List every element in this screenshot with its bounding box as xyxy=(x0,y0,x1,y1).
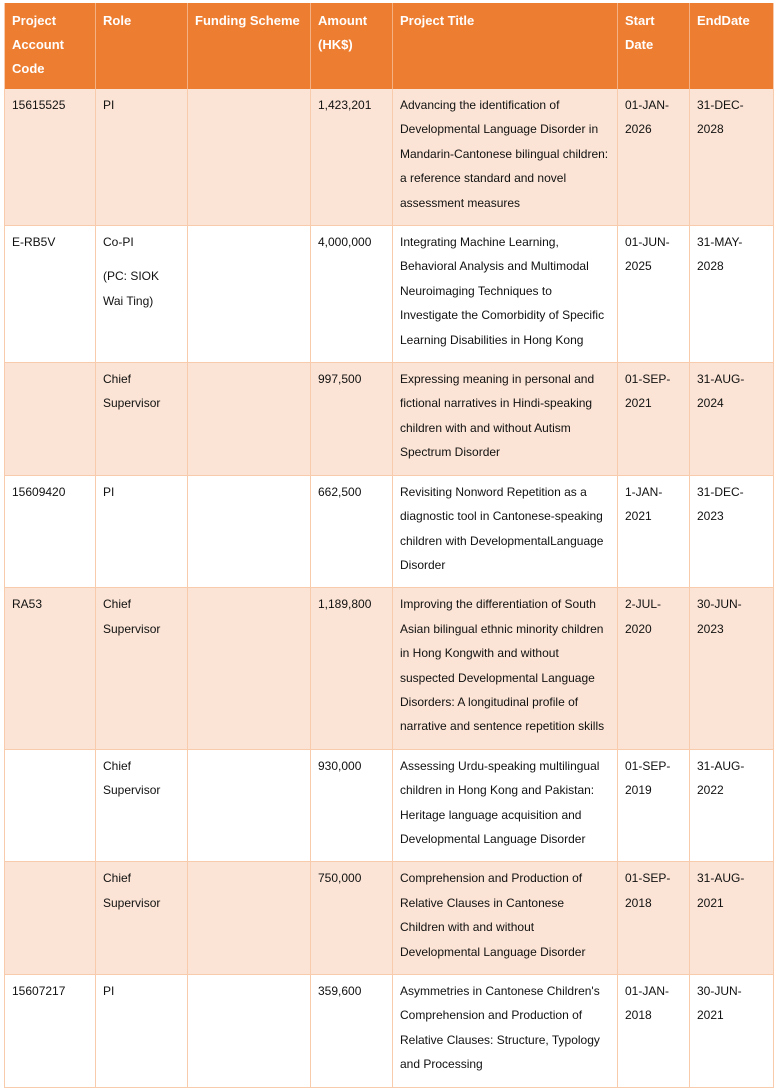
start-date-text: 01-JAN-2018 xyxy=(625,984,670,1023)
start-date-cell xyxy=(618,749,690,862)
project-account-code-text: E-RB5V xyxy=(12,235,56,250)
amount-cell xyxy=(311,862,393,975)
start-date-text: 2-JUL-2020 xyxy=(625,597,662,636)
amount-text: 1,423,201 xyxy=(318,98,372,112)
end-date-text: 31-DEC-2028 xyxy=(697,98,744,137)
amount-text: 930,000 xyxy=(318,758,362,773)
amount-cell xyxy=(311,588,393,749)
table-row xyxy=(5,862,774,975)
role-text: PI xyxy=(103,98,115,112)
amount-cell xyxy=(311,89,393,226)
amount-text: 662,500 xyxy=(318,484,362,499)
grants-table xyxy=(4,3,774,1088)
project-title-text: Assessing Urdu-speaking multilingual children in Hong Kong and Pakistan: Heritage language acquisition and Developmental Language Disorder xyxy=(400,758,600,846)
amount-text: 4,000,000 xyxy=(318,235,372,250)
role-text: Chief Supervisor xyxy=(103,372,161,411)
start-date-text: 01-JUN-2025 xyxy=(625,235,670,274)
header-role: Role xyxy=(96,3,188,89)
table-row xyxy=(5,89,774,226)
header-end-date: EndDate xyxy=(690,3,774,89)
project-account-code-cell xyxy=(5,89,96,226)
table-row xyxy=(5,363,774,476)
project-title-text: Asymmetries in Cantonese Children's Comprehension and Production of Relative Clauses: Structure, Typology and Processing xyxy=(400,984,600,1072)
table-header-row xyxy=(5,3,774,89)
funding-scheme-cell xyxy=(188,975,311,1088)
funding-scheme-cell xyxy=(188,226,311,363)
project-title-text: Revisiting Nonword Repetition as a diagnostic tool in Cantonese-speaking children with DevelopmentalLanguage Disorder xyxy=(400,484,604,572)
role-cell xyxy=(96,749,188,862)
end-date-cell xyxy=(690,226,774,363)
project-title-cell xyxy=(393,89,618,226)
amount-cell xyxy=(311,749,393,862)
amount-cell xyxy=(311,475,393,588)
project-title-cell xyxy=(393,475,618,588)
project-account-code-text: 15607217 xyxy=(12,984,66,998)
table-row xyxy=(5,588,774,749)
start-date-text: 01-JAN-2026 xyxy=(625,98,670,137)
role-text: Chief Supervisor xyxy=(103,758,161,798)
project-account-code-text: 15609420 xyxy=(12,484,66,499)
project-account-code-cell xyxy=(5,862,96,975)
funding-scheme-cell xyxy=(188,749,311,862)
project-title-cell xyxy=(393,749,618,862)
role-text: PI xyxy=(103,484,115,499)
start-date-cell xyxy=(618,89,690,226)
start-date-text: 01-SEP-2018 xyxy=(625,871,671,910)
project-title-cell xyxy=(393,862,618,975)
role-text: PI xyxy=(103,984,115,998)
funding-scheme-cell xyxy=(188,89,311,226)
amount-text: 750,000 xyxy=(318,871,362,886)
funding-scheme-cell xyxy=(188,475,311,588)
end-date-text: 30-JUN-2021 xyxy=(697,984,742,1023)
role-cell xyxy=(96,588,188,749)
start-date-cell xyxy=(618,588,690,749)
funding-scheme-cell xyxy=(188,363,311,476)
header-project-title: Project Title xyxy=(393,3,618,89)
project-account-code-cell xyxy=(5,226,96,363)
project-account-code-text: RA53 xyxy=(12,597,43,612)
project-title-text: Advancing the identification of Developmental Language Disorder in Mandarin-Cantonese bilingual children: a reference standard and novel assessment measures xyxy=(400,98,609,210)
role-cell xyxy=(96,363,188,476)
table-row xyxy=(5,475,774,588)
start-date-cell xyxy=(618,862,690,975)
start-date-text: 01-SEP-2021 xyxy=(625,372,671,411)
funding-scheme-cell xyxy=(188,588,311,749)
end-date-text: 31-AUG-2021 xyxy=(697,871,745,910)
project-account-code-cell xyxy=(5,975,96,1088)
table-row xyxy=(5,749,774,862)
project-title-cell xyxy=(393,226,618,363)
amount-text: 997,500 xyxy=(318,372,362,387)
end-date-cell xyxy=(690,975,774,1088)
start-date-text: 01-SEP-2019 xyxy=(625,758,671,798)
end-date-cell xyxy=(690,862,774,975)
header-funding-scheme: Funding Scheme xyxy=(188,3,311,89)
start-date-cell xyxy=(618,475,690,588)
role-cell xyxy=(96,89,188,226)
role-text: Co-PI xyxy=(103,235,134,250)
role-cell xyxy=(96,975,188,1088)
project-title-cell xyxy=(393,975,618,1088)
amount-text: 1,189,800 xyxy=(318,597,372,612)
role-cell xyxy=(96,862,188,975)
project-title-text: Improving the differentiation of South Asian bilingual ethnic minority children in Hong Kongwith and without suspected Developmental Language Disorders: A longitudinal profile of narrative and sentence repetition skills xyxy=(400,597,605,734)
funding-scheme-cell xyxy=(188,862,311,975)
project-title-text: Expressing meaning in personal and fictional narratives in Hindi-speaking children with and without Autism Spectrum Disorder xyxy=(400,372,595,460)
project-title-cell xyxy=(393,363,618,476)
project-account-code-text: 15615525 xyxy=(12,98,66,112)
end-date-text: 31-DEC-2023 xyxy=(697,484,744,524)
end-date-text: 31-AUG-2022 xyxy=(697,758,745,798)
end-date-text: 30-JUN-2023 xyxy=(697,597,742,636)
table-body xyxy=(5,89,774,1087)
end-date-cell xyxy=(690,475,774,588)
role-text: Chief Supervisor xyxy=(103,597,161,636)
role-cell xyxy=(96,475,188,588)
end-date-cell xyxy=(690,749,774,862)
project-title-text: Integrating Machine Learning, Behavioral Analysis and Multimodal Neuroimaging Techniques to Investigate the Comorbidity of Specific Learning Disabilities in Hong Kong xyxy=(400,235,605,347)
header-project-account-code: Project Account Code xyxy=(5,3,96,89)
end-date-cell xyxy=(690,89,774,226)
end-date-text: 31-AUG-2024 xyxy=(697,372,745,411)
amount-cell xyxy=(311,363,393,476)
table-row xyxy=(5,226,774,363)
project-title-text: Comprehension and Production of Relative Clauses in Cantonese Children with and without Developmental Language Disorder xyxy=(400,871,586,959)
project-title-cell xyxy=(393,588,618,749)
start-date-cell xyxy=(618,975,690,1088)
amount-text: 359,600 xyxy=(318,984,362,998)
header-start-date: Start Date xyxy=(618,3,690,89)
table-row xyxy=(5,975,774,1088)
project-account-code-cell xyxy=(5,588,96,749)
start-date-text: 1-JAN-2021 xyxy=(625,484,663,524)
project-account-code-cell xyxy=(5,363,96,476)
end-date-cell xyxy=(690,588,774,749)
start-date-cell xyxy=(618,363,690,476)
role-cell xyxy=(96,226,188,363)
role-text: Chief Supervisor xyxy=(103,871,161,910)
amount-cell xyxy=(311,975,393,1088)
amount-cell xyxy=(311,226,393,363)
project-account-code-cell xyxy=(5,749,96,862)
start-date-cell xyxy=(618,226,690,363)
end-date-cell xyxy=(690,363,774,476)
end-date-text: 31-MAY-2028 xyxy=(697,235,743,274)
header-amount: Amount (HK$) xyxy=(311,3,393,89)
project-account-code-cell xyxy=(5,475,96,588)
role-note-text: (PC: SIOK Wai Ting) xyxy=(103,269,160,308)
